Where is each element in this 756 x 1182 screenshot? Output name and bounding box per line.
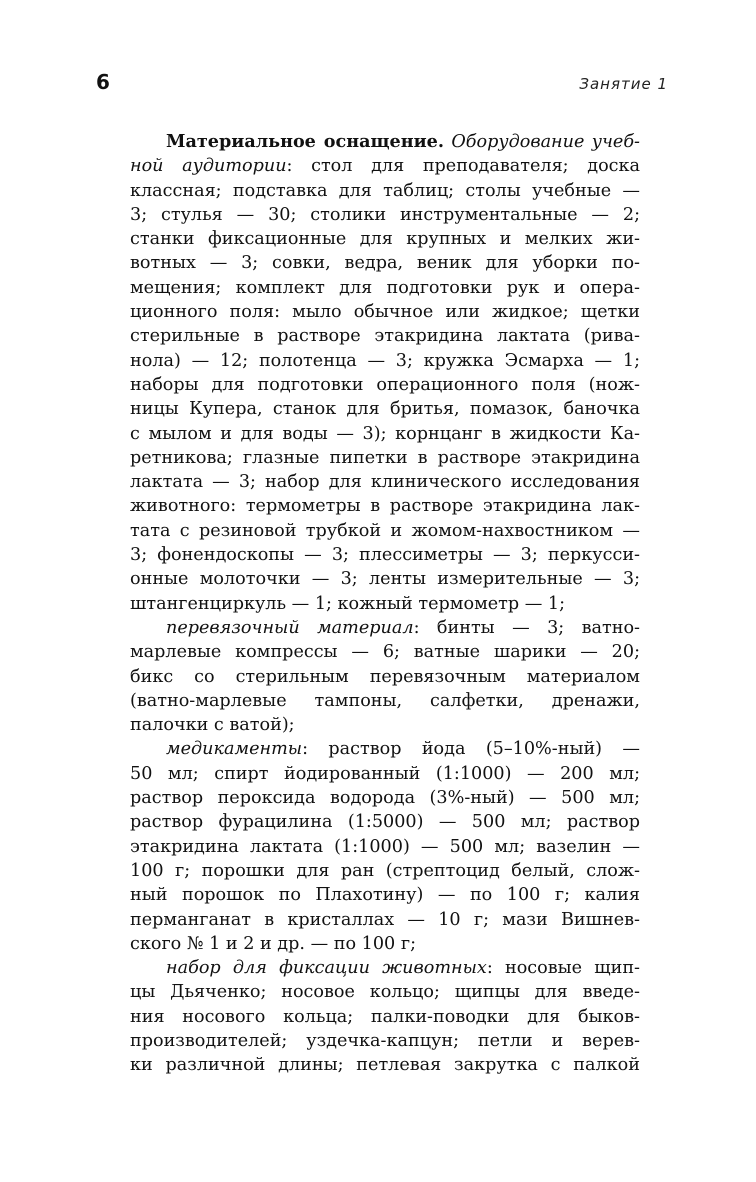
- text-line: [130, 470, 640, 494]
- text-run: стерильные в растворе этакридина лактата (рива-: [130, 326, 640, 347]
- text-line: [130, 567, 640, 591]
- text-run: ки различной длины; петлевая закрутка с палкой: [130, 1055, 640, 1076]
- text-line: [130, 859, 640, 883]
- text-line: [130, 980, 640, 1004]
- text-line: [130, 179, 640, 203]
- text-run: ный порошок по Плахотину) — по 100 г; калия: [130, 885, 640, 906]
- text-line: [130, 373, 640, 397]
- text-line: [130, 762, 640, 786]
- text-line: [130, 665, 640, 689]
- text-run: ского № 1 и 2 и др. — по 100 г;: [130, 933, 416, 954]
- text-line: [130, 616, 640, 640]
- text-run: 3; фонендоскопы — 3; плессиметры — 3; перкусси-: [130, 545, 640, 566]
- text-line: [130, 494, 640, 518]
- text-run: ния носового кольца; палки-поводки для быков-: [130, 1006, 640, 1027]
- text-line: [130, 300, 640, 324]
- text-line: [130, 1005, 640, 1029]
- text-run: бикс со стерильным перевязочным материалом: [130, 666, 640, 687]
- text-run: 50 мл; спирт йодированный (1:1000) — 200 мл;: [130, 763, 640, 784]
- text-run: ницы Купера, станок для бритья, помазок, баночка: [130, 399, 640, 420]
- italic-run: Оборудование учеб-: [451, 132, 640, 152]
- bold-run: Материальное оснащение.: [166, 131, 444, 152]
- text-line: [130, 835, 640, 859]
- text-run: с мылом и для воды — 3); корнцанг в жидкости Ка-: [130, 423, 640, 444]
- text-run: : стол для преподавателя; доска: [286, 156, 640, 177]
- text-line: [130, 324, 640, 348]
- text-run: цы Дьяченко; носовое кольцо; щипцы для введе-: [130, 982, 640, 1003]
- text-run: лактата — 3; набор для клинического исследования: [130, 472, 640, 493]
- text-run: ционного поля: мыло обычное или жидкое; щетки: [130, 302, 640, 323]
- text-run: станки фиксационные для крупных и мелких жи-: [130, 229, 640, 250]
- text-run: производителей; уздечка-капцун; петли и верев-: [130, 1030, 640, 1051]
- text-line: [130, 154, 640, 178]
- text-line: [130, 251, 640, 275]
- text-run: мещения; комплект для подготовки рук и опера-: [130, 277, 640, 298]
- text-run: ретникова; глазные пипетки в растворе этакридина: [130, 447, 640, 468]
- text-line: [130, 1053, 640, 1077]
- running-head: Занятие 1: [579, 75, 668, 93]
- text-line: [130, 397, 640, 421]
- text-line: [130, 519, 640, 543]
- italic-run: набор для фиксации животных: [166, 958, 487, 979]
- text-line: [130, 1029, 640, 1053]
- page-number: 6: [96, 70, 110, 94]
- text-run: : раствор йода (5–10%-ный) —: [302, 739, 640, 760]
- text-line: [130, 203, 640, 227]
- text-line: [130, 689, 640, 713]
- italic-run: ной аудитории: [130, 156, 287, 177]
- text-line: [130, 908, 640, 932]
- text-run: (ватно-марлевые тампоны, салфетки, дренажи,: [130, 690, 640, 711]
- text-run: онные молоточки — 3; ленты измерительные — 3;: [130, 569, 640, 590]
- text-line: [130, 737, 640, 761]
- text-run: животного: термометры в растворе этакридина лак-: [130, 496, 640, 517]
- text-run: : носовые щип-: [486, 958, 640, 979]
- italic-run: перевязочный материал: [166, 617, 414, 638]
- text-run: 3; стулья — 30; столики инструментальные — 2;: [130, 204, 640, 225]
- text-line: [130, 130, 640, 154]
- text-line: [130, 446, 640, 470]
- text-line: [130, 227, 640, 251]
- body-text: [130, 130, 640, 1078]
- text-run: штангенциркуль — 1; кожный термометр — 1;: [130, 593, 566, 614]
- text-line: [130, 543, 640, 567]
- text-line: [130, 786, 640, 810]
- text-line: [130, 640, 640, 664]
- text-line: [130, 422, 640, 446]
- text-run: нола) — 12; полотенца — 3; кружка Эсмарха — 1;: [130, 350, 640, 371]
- text-line: [130, 883, 640, 907]
- text-line: [130, 713, 640, 737]
- text-run: тата с резиновой трубкой и жомом-нахвостником —: [130, 520, 640, 541]
- text-run: марлевые компрессы — 6; ватные шарики — 20;: [130, 642, 640, 663]
- text-line: [130, 592, 640, 616]
- text-run: наборы для подготовки операционного поля (нож-: [130, 374, 640, 395]
- text-line: [130, 349, 640, 373]
- text-run: палочки с ватой);: [130, 715, 295, 736]
- text-run: классная; подставка для таблиц; столы учебные —: [130, 180, 640, 201]
- text-line: [130, 956, 640, 980]
- text-run: 100 г; порошки для ран (стрептоцид белый, слож-: [130, 860, 640, 881]
- text-run: этакридина лактата (1:1000) — 500 мл; вазелин —: [130, 836, 640, 857]
- text-line: [130, 810, 640, 834]
- text-run: раствор фурацилина (1:5000) — 500 мл; раствор: [130, 812, 640, 833]
- text-run: вотных — 3; совки, ведра, веник для уборки по-: [130, 253, 640, 274]
- text-run: : бинты — 3; ватно-: [413, 617, 640, 638]
- text-line: [130, 276, 640, 300]
- italic-run: медикаменты: [166, 739, 303, 760]
- text-run: перманганат в кристаллах — 10 г; мази Вишнев-: [130, 909, 640, 930]
- text-line: [130, 932, 640, 956]
- text-run: раствор пероксида водорода (3%-ный) — 500 мл;: [130, 788, 640, 809]
